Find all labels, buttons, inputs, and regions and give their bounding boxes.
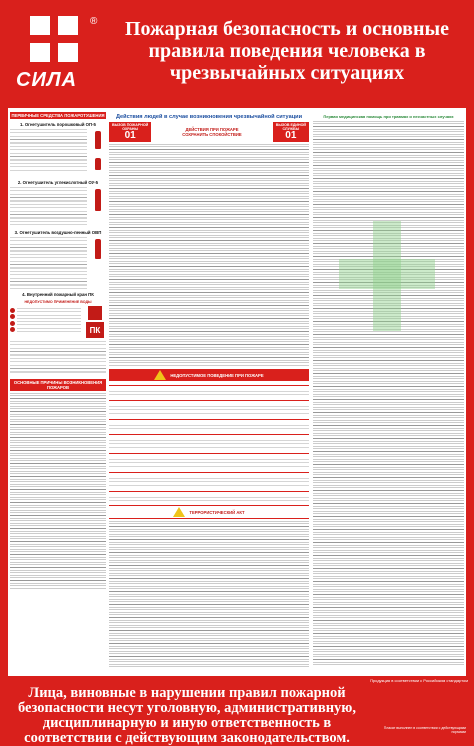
bullet-icon xyxy=(10,314,15,319)
extinguisher-powder-heading: 1. Огнетушитель порошковый ОП-5 xyxy=(20,122,96,127)
fire-hydrant-sign: ПК xyxy=(86,322,104,338)
extinguisher-foam-heading: 3. Огнетушитель воздушно-пенный ОВП xyxy=(14,230,102,235)
forbidden-item xyxy=(109,459,309,467)
section-forbidden-behaviour: НЕДОПУСТИМОЕ ПОВЕДЕНИЕ ПРИ ПОЖАРЕ xyxy=(109,369,309,381)
extinguisher-icon xyxy=(95,158,101,170)
forbidden-item xyxy=(109,497,309,501)
registered-mark: ® xyxy=(90,16,98,27)
section-terror-act: ТЕРРОРИСТИЧЕСКИЙ АКТ xyxy=(109,505,309,519)
emergency-service-phone: ВЫЗОВ ЕДИНОЙ СЛУЖБЫ 01 xyxy=(273,122,309,142)
text-block xyxy=(10,393,106,589)
list-item xyxy=(10,314,81,319)
bullet-icon xyxy=(10,327,15,332)
emergency-phones xyxy=(109,122,309,142)
text-block xyxy=(10,341,106,375)
actions-heading: Действия людей в случае возникновения чрезвычайной ситуации xyxy=(115,114,303,120)
first-aid-heading: Первая медицинская помощь при травмах и несчастных случаях xyxy=(323,114,454,119)
right-column xyxy=(313,112,464,674)
text-block xyxy=(10,237,87,289)
co2-extinguisher-icon xyxy=(95,189,101,211)
logo-text: СИЛА xyxy=(16,69,78,91)
section-fire-causes: ОСНОВНЫЕ ПРИЧИНЫ ВОЗНИКНОВЕНИЯ ПОЖАРОВ xyxy=(10,379,106,391)
forbidden-item xyxy=(109,440,309,448)
forbidden-item xyxy=(109,406,309,414)
text-block xyxy=(109,521,309,667)
fire-sign-icon xyxy=(88,306,102,320)
no-water-note: НЕДОПУСТИМО ПРИМЕНЕНИЕ ВОДЫ xyxy=(24,300,92,304)
text-block xyxy=(10,129,87,173)
warning-icon xyxy=(173,507,185,517)
forbidden-item xyxy=(109,391,309,395)
footer xyxy=(0,676,474,746)
forbidden-item xyxy=(109,425,309,429)
fire-hydrant-heading: 4. Внутренний пожарный кран ПК xyxy=(22,292,94,297)
header xyxy=(0,0,474,96)
bullet-icon xyxy=(10,321,15,326)
list-item xyxy=(10,321,81,326)
list-item xyxy=(10,327,81,332)
list-item xyxy=(10,308,81,313)
left-column xyxy=(10,112,106,674)
sila-logo xyxy=(12,12,104,92)
forbidden-item xyxy=(109,478,309,486)
bullet-icon xyxy=(10,308,15,313)
middle-column xyxy=(109,112,309,674)
green-cross-icon xyxy=(339,221,435,331)
text-block xyxy=(10,187,87,227)
powder-extinguisher-icon xyxy=(95,131,101,149)
text-block xyxy=(109,144,309,366)
text-block xyxy=(313,121,464,667)
footer-note: Плакат выполнен в соответствии с действующими нормами xyxy=(383,726,466,734)
extinguisher-co2-heading: 2. Огнетушитель углекислотный ОУ-5 xyxy=(17,180,99,185)
fire-brigade-phone: ВЫЗОВ ПОЖАРНОЙ ОХРАНЫ 01 xyxy=(109,122,151,142)
warning-icon xyxy=(154,370,166,380)
poster-body xyxy=(8,108,466,676)
section-primary-extinguishing: ПЕРВИЧНЫЕ СРЕДСТВА ПОЖАРОТУШЕНИЯ xyxy=(11,113,105,118)
footer-credit: Продукция в соответствии с Российским стандартом xyxy=(370,678,468,683)
fire-actions-label: ДЕЙСТВИЯ ПРИ ПОЖАРЕ СОХРАНИТЬ СПОКОЙСТВИЕ xyxy=(182,127,242,137)
poster-title: Пожарная безопасность и основные правила поведения человека в чрезвычайных ситуациях xyxy=(124,18,449,84)
liability-notice: Лица, виновные в нарушении правил пожарной безопасности несут уголовную, административную, дисциплинарную и иную ответственность в соответствии с действующим законодательством. xyxy=(17,685,357,746)
foam-extinguisher-icon xyxy=(95,239,101,259)
